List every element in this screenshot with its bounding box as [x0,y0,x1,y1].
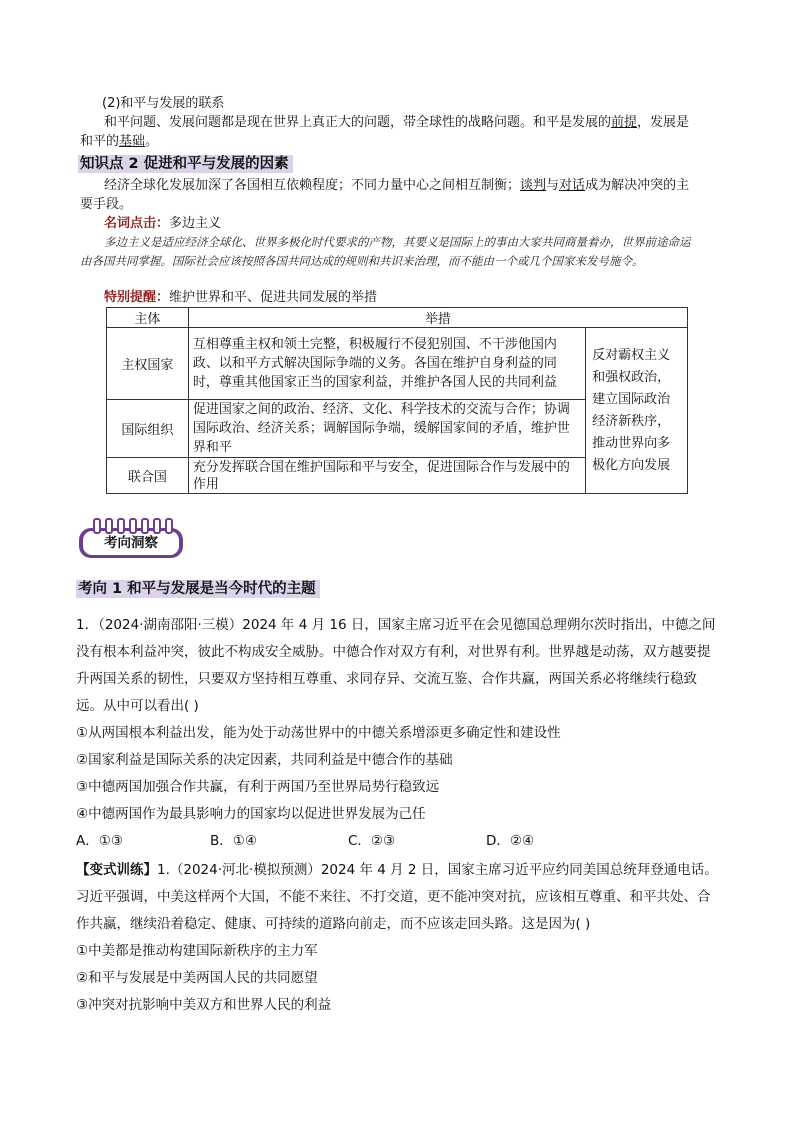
tip-heading: 特别提醒：维护世界和平、促进共同发展的举措 [104,290,378,305]
knowledge-point-paragraph: 经济全球化发展加深了各国相互依赖程度；不同力量中心之间相互制衡；谈判与对话成为解决冲突的主要手段。 [80,178,690,212]
measures-table [106,307,688,494]
question-1-stem: 1．（2024·湖南邵阳·三模）2024 年 4 月 16 日，国家主席习近平在会见德国总理朔尔茨时指出，中德之间没有根本利益冲突，彼此不构成安全威胁。中德合作对双方有利，对世界有利。世界越是动荡，双方越要提升两国关系的韧性，只要双方坚持相互尊重、求同存异、交流互鉴、合作共赢，两国关系必将继续行稳致远。从中可以看出( ) [76,617,716,714]
variant-question-option: ①中美都是推动构建国际新秩序的主力军 [76,943,318,959]
section-tab [79,518,187,558]
table-cell-subject: 国际组织 [107,400,189,458]
question-1-option: ②国家利益是国际关系的决定因素，共同利益是中德合作的基础 [76,752,453,768]
question-1-choice-b: B．①④ [210,833,257,849]
knowledge-point-title: 知识点 2 促进和平与发展的因素 [78,152,293,173]
table-cell-measure: 互相尊重主权和领土完整，积极履行不侵犯别国、不干涉他国内政、以和平方式解决国际争端的义务。各国在维护自身利益的同时，尊重其他国家正当的国家利益，并维护各国人民的共同利益 [188,328,585,400]
term-heading: 名词点击：多边主义 [104,216,222,231]
tab-label: 考向洞察 [82,530,180,556]
table-cell-measure: 促进国家之间的政治、经济、文化、科学技术的交流与合作；协调国际政治、经济关系；调解国际争端，缓解国家间的矛盾，维护世界和平 [188,400,585,458]
table-cell-measure: 充分发挥联合国在维护国际和平与安全，促进国际合作与发展中的作用 [188,458,585,494]
variant-question-stem: 【变式训练】1.（2024·河北·模拟预测）2024 年 4 月 2 日，国家主席习近平应约同美国总统拜登通电话。习近平强调，中美这样两个大国，不能不来往、不打交道，更不能冲突对抗，应该相互尊重、和平共处、合作共赢，继续沿着稳定、健康、可持续的道路向前走，而不应该走回头路。这是因为( ) [76,862,718,932]
question-1-choice-c: C．②③ [348,833,396,849]
question-1-option: ③中德两国加强合作共赢，有利于两国乃至世界局势行稳致远 [76,779,440,795]
table-header-subject: 主体 [107,308,189,328]
table-cell-subject: 主权国家 [107,328,189,400]
question-1-option: ①从两国根本利益出发，能为处于动荡世界中的中德关系增添更多确定性和建设性 [76,725,561,741]
term-definition: 多边主义是适应经济全球化、世界多极化时代要求的产物，其要义是国际上的事由大家共同商量着办，世界前途命运由各国共同掌握。国际社会应该按照各国共同达成的规则和共识来治理，而不能由一个或几个国家来发号施令。 [80,235,691,268]
question-1-option: ④中德两国作为最具影响力的国家均以促进世界发展为己任 [76,806,426,822]
question-1-choice-a: A．①③ [76,833,123,849]
variant-question-option: ③冲突对抗影响中美双方和世界人民的利益 [76,997,332,1013]
section-paragraph: 和平问题、发展问题都是现在世界上真正大的问题，带全球性的战略问题。和平是发展的前提，发展是和平的基础。 [80,115,690,149]
table-header-measure: 举措 [188,308,687,328]
table-side-note: 反对霸权主义和强权政治，建立国际政治经济新秩序，推动世界向多极化方向发展 [586,328,688,494]
question-1-choice-d: D．②④ [486,833,535,849]
table-cell-subject: 联合国 [107,458,189,494]
variant-question-option: ②和平与发展是中美两国人民的共同愿望 [76,970,318,986]
table-row [107,328,688,400]
binder-rings-icon [93,518,173,532]
exam-direction-title: 考向 1 和平与发展是当今时代的主题 [76,577,320,598]
section-heading: (2)和平与发展的联系 [102,96,225,111]
